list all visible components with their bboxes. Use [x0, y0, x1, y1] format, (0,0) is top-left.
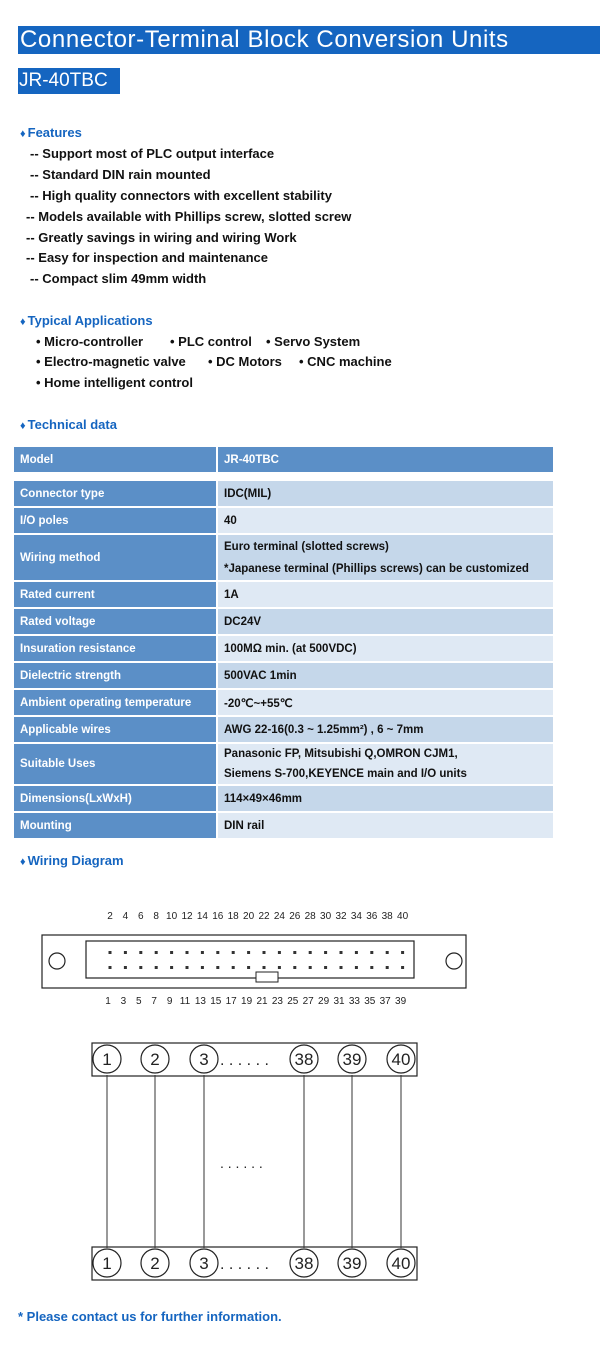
connector-pin	[263, 951, 266, 954]
spec-value-line: Siemens S-700,KEYENCE main and I/O units	[224, 768, 467, 780]
connector-pin	[232, 951, 235, 954]
connector-pin	[139, 951, 142, 954]
page-title: Connector-Terminal Block Conversion Units	[18, 26, 600, 54]
spec-key: I/O poles	[14, 508, 216, 533]
spec-value: DC24V	[218, 609, 553, 634]
pin-number-even: 2	[107, 911, 113, 922]
spec-key: Rated current	[14, 582, 216, 607]
connector-key	[256, 972, 278, 982]
application-item: • Servo System	[266, 334, 361, 349]
terminal-number: 1	[102, 1050, 112, 1069]
spec-value: 40	[218, 508, 553, 533]
pin-number-odd: 9	[166, 996, 173, 1007]
pin-number-even: 24	[273, 911, 285, 922]
application-item: • PLC control	[170, 334, 252, 349]
pin-number-odd: 25	[287, 996, 299, 1007]
pin-number-even: 4	[122, 911, 129, 922]
terminal-number: 3	[199, 1050, 209, 1069]
terminal-ellipsis-top: . . . . . .	[220, 1052, 269, 1069]
diamond-icon: ♦	[20, 420, 26, 432]
pin-number-even: 12	[181, 911, 193, 922]
spec-value-line: *Japanese terminal (Phillips screws) can be customized	[224, 562, 529, 575]
terminal-number: 39	[342, 1254, 362, 1273]
pin-number-even: 18	[227, 911, 239, 922]
connector-pin	[278, 966, 281, 969]
spec-key: Ambient operating temperature	[14, 690, 216, 715]
pin-number-odd: 1	[105, 996, 111, 1007]
terminal-number: 2	[150, 1050, 160, 1069]
spec-value: -20℃~+55℃	[218, 690, 553, 715]
pin-number-odd: 19	[241, 996, 253, 1007]
pin-number-odd: 39	[395, 996, 407, 1007]
feature-item: -- Easy for inspection and maintenance	[26, 250, 268, 265]
pin-number-even: 20	[243, 911, 255, 922]
connector-pin	[232, 966, 235, 969]
spec-value-line: Euro terminal (slotted screws)	[224, 540, 389, 553]
spec-value: DIN rail	[218, 813, 553, 838]
connector-pin	[401, 966, 404, 969]
application-item: • CNC machine	[299, 354, 392, 369]
terminal-ellipsis-bottom: . . . . . .	[220, 1256, 269, 1273]
pin-number-odd: 3	[120, 996, 127, 1007]
feature-item: -- Support most of PLC output interface	[30, 146, 275, 161]
connector-pin	[216, 966, 219, 969]
connector-pin	[155, 951, 158, 954]
wires-ellipsis: . . . . . .	[220, 1155, 263, 1171]
terminal-number: 38	[294, 1050, 314, 1069]
connector-pin	[216, 951, 219, 954]
spec-key: Applicable wires	[14, 717, 216, 742]
terminal-number: 39	[342, 1050, 362, 1069]
pin-number-odd: 27	[302, 996, 314, 1007]
pin-number-even: 10	[166, 911, 178, 922]
pin-number-odd: 31	[333, 996, 345, 1007]
model-tag: JR-40TBC	[18, 68, 120, 94]
application-item: • Home intelligent control	[36, 375, 193, 390]
pin-number-odd: 5	[136, 996, 142, 1007]
pin-number-odd: 33	[348, 996, 360, 1007]
spec-value: IDC(MIL)	[218, 481, 553, 506]
pin-number-odd: 7	[151, 996, 157, 1007]
pin-number-even: 30	[320, 911, 332, 922]
connector-pin	[293, 966, 296, 969]
connector-pin	[186, 951, 189, 954]
pin-number-odd: 37	[379, 996, 391, 1007]
spec-key: Insuration resistance	[14, 636, 216, 661]
connector-pin	[278, 951, 281, 954]
connector-pin	[201, 966, 204, 969]
connector-pin	[355, 966, 358, 969]
footer-note: * Please contact us for further information.	[18, 1309, 282, 1324]
pin-number-odd: 23	[271, 996, 283, 1007]
wiring-heading: ♦ Wiring Diagram	[20, 853, 124, 868]
diamond-icon: ♦	[20, 856, 26, 868]
terminal-number: 40	[391, 1050, 411, 1069]
connector-pin	[263, 966, 266, 969]
terminal-number: 40	[391, 1254, 411, 1273]
mounting-hole	[49, 953, 65, 969]
diamond-icon: ♦	[20, 128, 26, 140]
connector-pin	[401, 951, 404, 954]
connector-pin	[155, 966, 158, 969]
pin-number-even: 36	[366, 911, 378, 922]
feature-item: -- Compact slim 49mm width	[30, 271, 207, 286]
connector-pin	[186, 966, 189, 969]
feature-item: -- Standard DIN rain mounted	[30, 167, 211, 182]
pin-number-even: 6	[138, 911, 144, 922]
spec-value: JR-40TBC	[218, 447, 553, 472]
spec-key: Mounting	[14, 813, 216, 838]
pin-number-odd: 29	[318, 996, 330, 1007]
connector-pin	[201, 951, 204, 954]
connector-pin	[324, 966, 327, 969]
connector-pin	[124, 966, 127, 969]
pin-number-odd: 17	[225, 996, 237, 1007]
spec-value: AWG 22-16(0.3 ~ 1.25mm²) , 6 ~ 7mm	[218, 717, 553, 742]
pin-number-even: 8	[153, 911, 159, 922]
pin-number-even: 22	[258, 911, 270, 922]
application-item: • Micro-controller	[36, 334, 144, 349]
spec-value: 1A	[218, 582, 553, 607]
diamond-icon: ♦	[20, 316, 26, 328]
features-heading: ♦ Features	[20, 125, 82, 140]
spec-value-line: Panasonic FP, Mitsubishi Q,OMRON CJM1,	[224, 748, 458, 760]
pin-number-even: 40	[397, 911, 409, 922]
application-item: • DC Motors	[208, 354, 282, 369]
pin-number-even: 38	[381, 911, 393, 922]
pin-number-odd: 15	[210, 996, 222, 1007]
spec-key: Suitable Uses	[14, 744, 216, 784]
connector-pin	[247, 951, 250, 954]
connector-pin	[340, 966, 343, 969]
connector-socket	[86, 941, 414, 978]
connector-pin	[324, 951, 327, 954]
connector-pin	[309, 951, 312, 954]
applications-heading: ♦ Typical Applications	[20, 313, 153, 328]
spec-value: 114×49×46mm	[218, 786, 553, 811]
feature-item: -- High quality connectors with excellent stability	[30, 188, 332, 203]
pin-number-odd: 35	[364, 996, 376, 1007]
connector-pin	[340, 951, 343, 954]
spec-key: Dimensions(LxWxH)	[14, 786, 216, 811]
connector-pin	[386, 951, 389, 954]
pin-number-even: 32	[335, 911, 347, 922]
connector-pin	[293, 951, 296, 954]
feature-item: -- Greatly savings in wiring and wiring Work	[26, 230, 297, 245]
connector-pin	[370, 951, 373, 954]
terminal-number: 3	[199, 1254, 209, 1273]
connector-pin	[370, 966, 373, 969]
pin-number-odd: 21	[256, 996, 268, 1007]
connector-pin	[309, 966, 312, 969]
pin-number-even: 28	[304, 911, 316, 922]
pin-number-odd: 11	[179, 996, 191, 1007]
pin-number-even: 26	[289, 911, 301, 922]
spec-key: Wiring method	[14, 535, 216, 580]
terminal-number: 38	[294, 1254, 314, 1273]
connector-pin	[247, 966, 250, 969]
spec-key: Model	[14, 447, 216, 472]
terminal-number: 2	[150, 1254, 160, 1273]
terminal-number: 1	[102, 1254, 112, 1273]
connector-pin	[124, 951, 127, 954]
pin-number-even: 14	[196, 911, 208, 922]
connector-pin	[355, 951, 358, 954]
mounting-hole	[446, 953, 462, 969]
connector-pin	[386, 966, 389, 969]
application-item: • Electro-magnetic valve	[36, 354, 186, 369]
connector-pin	[109, 966, 112, 969]
pin-number-odd: 13	[194, 996, 206, 1007]
pin-number-even: 34	[350, 911, 362, 922]
connector-pin	[170, 966, 173, 969]
spec-key: Connector type	[14, 481, 216, 506]
spec-key: Dielectric strength	[14, 663, 216, 688]
spec-key: Rated voltage	[14, 609, 216, 634]
pin-number-even: 16	[212, 911, 224, 922]
connector-pin	[109, 951, 112, 954]
spec-value: 100MΩ min. (at 500VDC)	[218, 636, 553, 661]
feature-item: -- Models available with Phillips screw, slotted screw	[26, 209, 352, 224]
spec-value: 500VAC 1min	[218, 663, 553, 688]
technical-heading: ♦ Technical data	[20, 417, 117, 432]
connector-pin	[170, 951, 173, 954]
connector-pin	[139, 966, 142, 969]
